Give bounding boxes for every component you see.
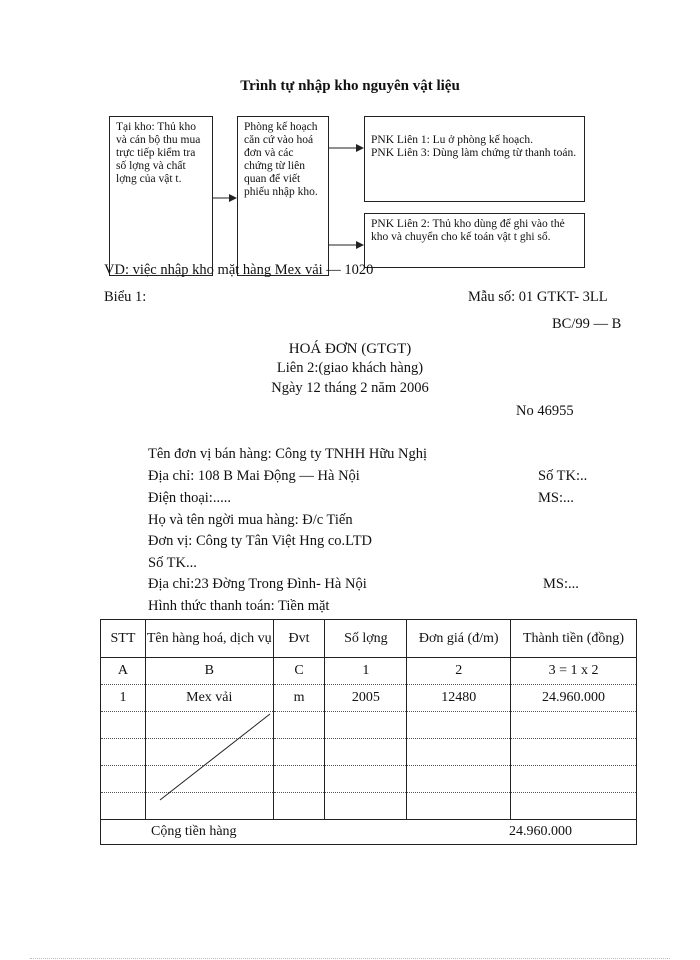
bieu-label: Biểu 1: xyxy=(104,289,147,305)
col-amount: Thành tiền (đồng) xyxy=(511,620,637,658)
row-unit: m xyxy=(273,685,325,712)
row-quantity: 2005 xyxy=(325,685,407,712)
col-item-name: Tên hàng hoá, dịch vụ xyxy=(145,620,273,658)
buyer-account: Số TK... xyxy=(148,555,197,571)
seller-name: Tên đơn vị bán hàng: Công ty TNHH Hữu Nghị xyxy=(148,446,428,462)
code-2: 2 xyxy=(407,658,511,685)
page-edge xyxy=(30,958,670,959)
buyer-name: Họ và tên ngời mua hàng: Đ/c Tiến xyxy=(148,512,353,528)
seller-phone: Điện thoại:..... xyxy=(148,490,231,506)
form-series: BC/99 — B xyxy=(552,316,622,332)
form-number: Mẫu số: 01 GTKT- 3LL xyxy=(468,289,608,305)
code-1: 1 xyxy=(325,658,407,685)
code-b: B xyxy=(145,658,273,685)
code-3: 3 = 1 x 2 xyxy=(511,658,637,685)
buyer-unit: Đơn vị: Công ty Tân Việt Hng co.LTD xyxy=(148,533,373,549)
seller-account: Số TK:.. xyxy=(538,468,588,484)
payment-method: Hình thức thanh toán: Tiền mặt xyxy=(148,598,330,614)
invoice-copy: Liên 2:(giao khách hàng) xyxy=(276,360,424,376)
col-unit-price: Đơn giá (đ/m) xyxy=(407,620,511,658)
col-unit: Đvt xyxy=(273,620,325,658)
invoice-heading: HOÁ ĐƠN (GTGT) xyxy=(288,341,412,357)
flow-box-pnk-2-text: PNK Liên 2: Thủ kho dùng để ghi vào thẻ kho và chuyển cho kế toán vật t ghi sổ. xyxy=(371,218,565,243)
seller-address: Địa chỉ: 108 B Mai Động — Hà Nội xyxy=(148,468,360,484)
row-stt: 1 xyxy=(101,685,146,712)
invoice-date: Ngày 12 tháng 2 năm 2006 xyxy=(271,380,429,396)
flow-box-planning-text: Phòng kế hoạch căn cứ vào hoá đơn và các chứng từ liên quan để viết phiếu nhập kho. xyxy=(244,121,318,198)
row-item-name: Mex vải xyxy=(145,685,273,712)
total-value: 24.960.000 xyxy=(407,820,637,845)
flow-box-warehouse-text: Tại kho: Thủ kho và cán bộ thu mua trực tiếp kiểm tra số lợng và chất lợng của vật t. xyxy=(116,121,201,185)
code-a: A xyxy=(101,658,146,685)
invoice-number: No 46955 xyxy=(516,403,574,419)
total-label: Cộng tiền hàng xyxy=(101,820,407,845)
document-title: Trình tự nhập kho nguyên vật liệu xyxy=(240,78,460,94)
flow-box-pnk-1-3-text: PNK Liên 1: Lu ở phòng kế hoạch. PNK Liên 3: Dùng làm chứng từ thanh toán. xyxy=(371,134,577,159)
example-line: VD: việc nhập kho mặt hàng Mex vải — 1020 xyxy=(104,262,374,278)
row-amount: 24.960.000 xyxy=(511,685,637,712)
buyer-tax-code: MS:... xyxy=(543,576,579,592)
row-unit-price: 12480 xyxy=(407,685,511,712)
col-quantity: Số lợng xyxy=(325,620,407,658)
col-stt: STT xyxy=(101,620,146,658)
buyer-address: Địa chỉ:23 Đờng Trong Đình- Hà Nội xyxy=(148,576,367,592)
seller-tax-code: MS:... xyxy=(538,490,574,506)
code-c: C xyxy=(273,658,325,685)
